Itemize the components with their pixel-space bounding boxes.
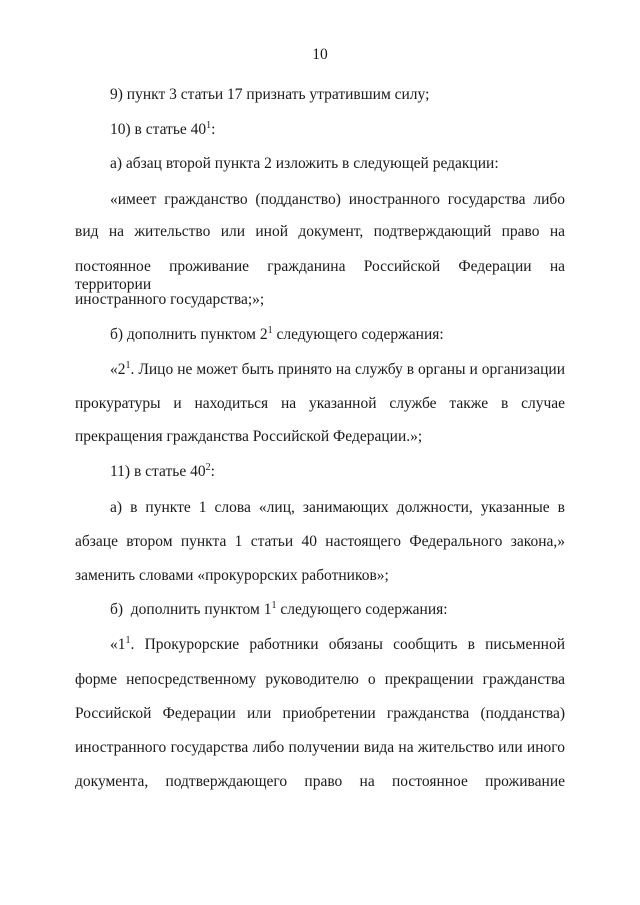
page-number: 10 bbox=[312, 46, 328, 63]
paragraph-line: «имеет гражданство (подданство) иностранного государства либо bbox=[110, 191, 565, 208]
paragraph-line: заменить словами «прокурорских работников»; bbox=[75, 567, 389, 584]
paragraph-line bbox=[110, 601, 448, 619]
paragraph-line: форме непосредственному руководителю о прекращении гражданства bbox=[75, 671, 565, 688]
paragraph-line: Российской Федерации или приобретении гражданства (подданства) bbox=[75, 705, 565, 722]
paragraph-line: вид на жительство или иной документ, подтверждающий право на bbox=[75, 223, 565, 240]
line-text: . Лицо не может быть принято на службу в органы и организации bbox=[130, 361, 565, 378]
line-superscript: 2 bbox=[205, 462, 211, 473]
paragraph-line bbox=[110, 636, 565, 654]
paragraph-line: 9) пункт 3 статьи 17 признать утратившим силу; bbox=[110, 86, 430, 103]
line-superscript: 1 bbox=[271, 600, 277, 611]
paragraph-line: прекращения гражданства Российской Федерации.»; bbox=[75, 428, 423, 445]
line-text: «1 bbox=[110, 636, 126, 653]
paragraph-line: постоянное проживание гражданина Российской Федерации на территории bbox=[75, 258, 565, 293]
paragraph-line: иностранного государства;»; bbox=[75, 291, 265, 308]
line-superscript: 1 bbox=[125, 635, 131, 646]
line-text: . Прокурорские работники обязаны сообщить в письменной bbox=[130, 636, 565, 653]
paragraph-line: иностранного государства либо получении вида на жительство или иного bbox=[75, 739, 565, 756]
line-text: б) дополнить пунктом 1 bbox=[110, 601, 272, 618]
line-text: 10) в статье 40 bbox=[110, 121, 207, 138]
paragraph-line: прокуратуры и находиться на указанной службе также в случае bbox=[75, 395, 565, 412]
paragraph-line: а) в пункте 1 слова «лиц, занимающих должности, указанные в bbox=[110, 499, 565, 516]
paragraph-line bbox=[110, 326, 444, 344]
paragraph-line: абзаце втором пункта 1 статьи 40 настоящего Федерального закона,» bbox=[75, 533, 565, 550]
line-text: : bbox=[211, 121, 216, 138]
paragraph-line: документа, подтверждающего право на постоянное проживание bbox=[75, 773, 565, 790]
line-text: следующего содержания: bbox=[276, 601, 448, 618]
line-text: б) дополнить пунктом 2 bbox=[110, 326, 268, 343]
line-text: следующего содержания: bbox=[272, 326, 444, 343]
paragraph-line bbox=[110, 361, 565, 379]
line-superscript: 1 bbox=[206, 120, 212, 131]
line-text: : bbox=[210, 463, 215, 480]
line-superscript: 1 bbox=[125, 360, 131, 371]
paragraph-line: а) абзац второй пункта 2 изложить в следующей редакции: bbox=[110, 155, 499, 172]
paragraph-line bbox=[110, 121, 215, 139]
line-superscript: 1 bbox=[267, 325, 273, 336]
line-text: «2 bbox=[110, 361, 126, 378]
line-text: 11) в статье 40 bbox=[110, 463, 206, 480]
paragraph-line bbox=[110, 463, 215, 481]
